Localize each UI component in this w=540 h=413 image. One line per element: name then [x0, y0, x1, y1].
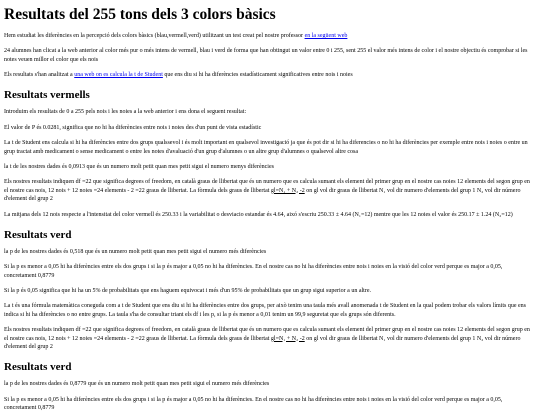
- vermells-paragraph-3: La t de Student ens calcula si hi ha diferències entre dos grups qualssevol i és molt important en qualsevol investigació ja que és pot dir si hi ha diferencies o no hi ha diferències per exemple entre nois i noies o entre un grup tractat amb medicament o sense medicament o entre les notes d'avaluació d'un grup d'alumnes o un altre grup d'alumnes o qualsevol altre cosa: [4, 140, 528, 155]
- section-heading-vermells: Resultats vermells: [4, 89, 90, 102]
- intro-paragraph-3: [4, 71, 534, 79]
- verd1-paragraph-3: Si la p és 0,05 significa que hi ha un 5% de probabilitats que ens haguem equivocat i més d'un 95% de probabilitats que un grup sigui superior a un altre.: [4, 288, 371, 295]
- vermells-paragraph-5: [4, 178, 534, 203]
- page-title: Resultats del 255 tons dels 3 colors bàsics: [4, 6, 276, 23]
- verd2-paragraph-1: la p de les nostres dades és 0,8779 que és un numero molt petit quan mes petit sigui el numero més diferències: [4, 381, 270, 388]
- section-heading-verd-1: Resultats verd: [4, 228, 72, 241]
- formula-graus-llibertat-2: gl=N₁ + N₂ -2: [270, 335, 305, 342]
- verd1-paragraph-5: [4, 326, 534, 351]
- vermells-paragraph-2: El valor de P és 0.0281, significa que no hi ha diferències entre nois i noies des d'un punt de vista estadístic: [4, 124, 262, 131]
- web-link[interactable]: en la següent web: [304, 32, 348, 39]
- verd1-paragraph-4: La t és una fórmula matemàtica coneguda com a t de Student que ens diu si hi ha diferències entre dos grups, per això tenim una taula més avall anomenada t de Student en la qual podem trobar els valors límits que ens indica si hi ha diferències o no entre grups. La taula s'ha de consultar triant els df i les p, si la p és menor a 0,01 tenim un 99,9 seguretat que els grups són diferents.: [4, 303, 527, 318]
- verd1-df-text-2: on gl vol dir graus de llibertat N₁ vol dir numero d'elements del grup 1 N₂ vol dir número d'element del grup 2: [4, 335, 521, 351]
- intro-paragraph-2: 24 alumnes han clicat a la web anterior al color més pur o més intens de vermell, blau i verd de forma que han obtingut un valor entre 0 i 255, sent 255 el valor més intens de color i el nostre objectiu és comprobar si les notes veuen millor el color que els nois: [4, 48, 528, 63]
- formula-graus-llibertat: gl=N₁ + N₂ -2: [270, 187, 305, 194]
- t-student-link[interactable]: una web on es calcula la t de Student: [74, 71, 163, 78]
- vermells-paragraph-1: Introduim els resultats de 0 a 255 pels nois i les noies a la web anterior i ens dona el seguent resultat:: [4, 109, 247, 116]
- intro-text-1: Hem estudiat les diferències en la percepció dels colors bàsics (blau,vermell,verd) utilitzant un test creat pel nostre professor: [4, 32, 305, 39]
- vermells-paragraph-6: La mitjana dels 12 nois respecte a l'intensitat del color vermell és 250.33 i la variabilitat o desviacio estandar és 4.64, aixó s'escriu 250.33 ± 4.64 (N₁=12) mentre que les 12 noies el valor és 250.17 ± 1.24 (N₂=12): [4, 211, 513, 218]
- intro-text-3a: Els resultats s'han analitzat a: [4, 71, 75, 78]
- verd2-paragraph-2: Si la p es menor a 0,05 hi ha diferències entre els dos grups i si la p és major a 0,05 no hi ha diferències. En el nostre cas no hi ha diferències entre nois i noies en la visió del color verd perque es major a 0,05, concretament 0,8779: [4, 396, 503, 412]
- verd1-df-text: Els nostres resultats indiquen df =22 que significa degrees of freedom, en català graus de llibertat que és un numero que es calcula sumant els element del primer grup en el nostre cas noies 12 elements del segon grup en el nostre cas nois, 12 nois + 12 noies =24 elements - 2 =22 graus de llibertat. La fòrmula dels graus de llibertat: [4, 327, 530, 342]
- verd1-paragraph-2: Si la p es menor a 0,05 hi ha diferències entre els dos grups i si la p és major a 0,05 no hi ha diferències. En el nostre cas no hi ha diferències entre nois i noies en la visió del color verd perque es major a 0,05, concretament 0,8779: [4, 264, 503, 279]
- vermells-paragraph-4: la t de les nostres dades és 0,0913 que és un numero molt petit quan mes petit sigui el numero menys diferències: [4, 163, 274, 170]
- verd1-paragraph-1: la p de les nostres dades és 0,518 que és un numero molt petit quan mes petit sigui el numero més diferències: [4, 248, 267, 255]
- intro-paragraph-1: [4, 32, 534, 40]
- section-heading-verd-2: Resultats verd: [4, 361, 72, 374]
- vermells-df-text-2: on gl vol dir graus de llibertat N₁ vol dir numero d'elements del grup 1 N₂ vol dir número d'element del grup 2: [4, 187, 521, 203]
- intro-text-3b: que ens diu si hi ha diferències estadísticament significatives entre nois i noies: [162, 71, 353, 78]
- vermells-df-text: Els nostres resultats indiquen df =22 que significa degrees of freedom, en català graus de llibertat que és un numero que es calcula sumant els element del primer grup en el nostre cas noies 12 elements del segon grup en el nostre cas nois, 12 nois + 12 noies =24 elements - 2 =22 graus de llibertat. La fòrmula dels graus de llibertat: [4, 179, 530, 194]
